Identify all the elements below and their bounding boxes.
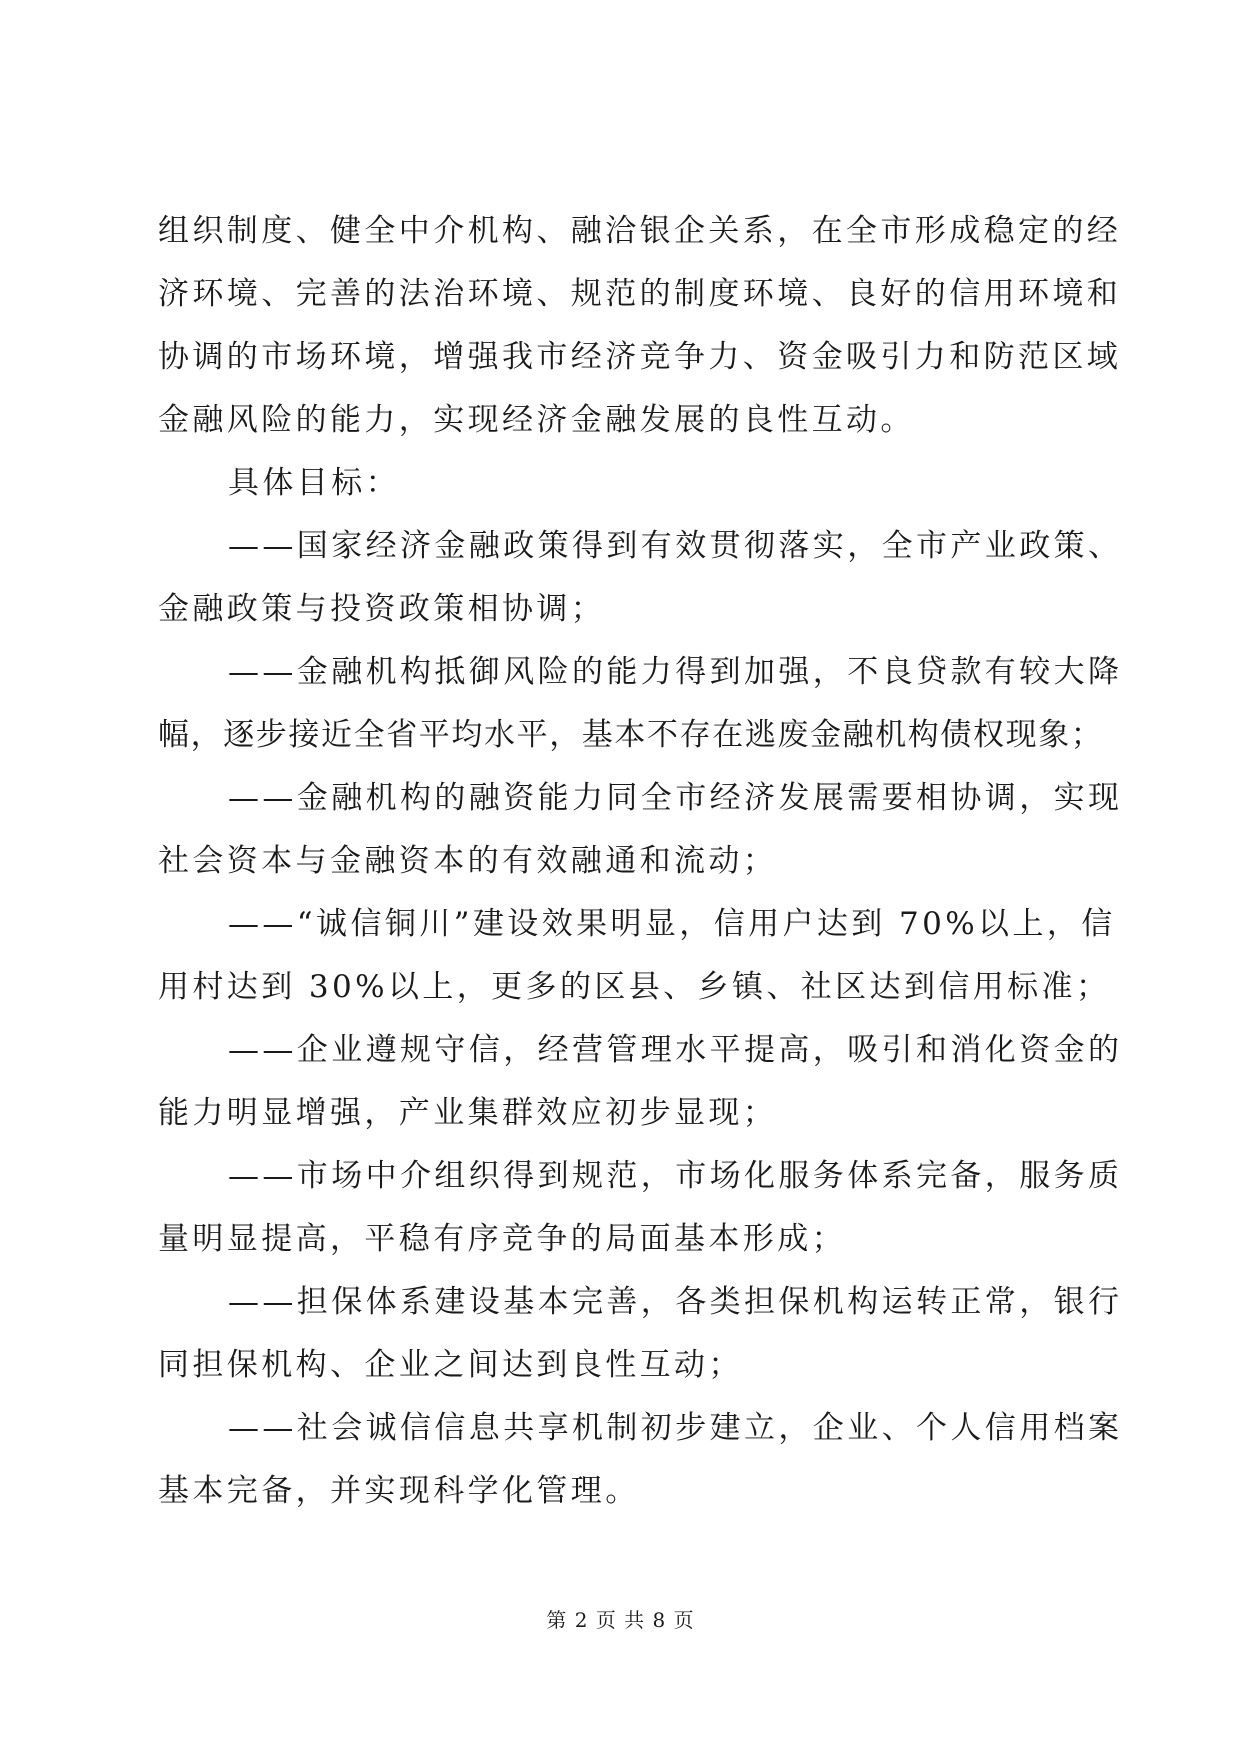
paragraph-line: 能力明显增强，产业集群效应初步显现； xyxy=(158,1095,778,1131)
paragraph-line: ——担保体系建设基本完善，各类担保机构运转正常，银行 xyxy=(228,1284,1123,1320)
document-body xyxy=(158,200,1123,1523)
paragraph-line: 用村达到 30%以上，更多的区县、乡镇、社区达到信用标准； xyxy=(158,969,1111,1005)
paragraph-line: 济环境、完善的法治环境、规范的制度环境、良好的信用环境和 xyxy=(158,276,1122,312)
paragraph-line: 协调的市场环境，增强我市经济竞争力、资金吸引力和防范区域 xyxy=(158,339,1122,375)
page-number: 第 2 页 共 8 页 xyxy=(546,1608,695,1632)
paragraph-line: 社会资本与金融资本的有效融通和流动； xyxy=(158,843,778,879)
paragraph-line: ——企业遵规守信，经营管理水平提高，吸引和消化资金的 xyxy=(228,1032,1123,1068)
paragraph-line: ——社会诚信信息共享机制初步建立，企业、个人信用档案 xyxy=(228,1410,1123,1446)
section-heading: 具体目标： xyxy=(228,465,400,501)
paragraph-line: ——金融机构抵御风险的能力得到加强，不良贷款有较大降 xyxy=(228,654,1123,690)
paragraph-line: 量明显提高，平稳有序竞争的局面基本形成； xyxy=(158,1221,846,1257)
paragraph-line: 幅，逐步接近全省平均水平，基本不存在逃废金融机构债权现象； xyxy=(158,717,1104,753)
paragraph-line: 金融政策与投资政策相协调； xyxy=(158,591,606,627)
paragraph-line: 金融风险的能力，实现经济金融发展的良性互动。 xyxy=(158,402,915,438)
paragraph-line: 组织制度、健全中介机构、融洽银企关系，在全市形成稳定的经 xyxy=(158,213,1122,249)
paragraph-line: ——“诚信铜川”建设效果明显，信用户达到 70%以上，信 xyxy=(228,906,1116,942)
paragraph-line: ——市场中介组织得到规范，市场化服务体系完备，服务质 xyxy=(228,1158,1123,1194)
paragraph-line: ——金融机构的融资能力同全市经济发展需要相协调，实现 xyxy=(228,780,1123,816)
paragraph-line: ——国家经济金融政策得到有效贯彻落实，全市产业政策、 xyxy=(228,528,1123,564)
paragraph-line: 同担保机构、企业之间达到良性互动； xyxy=(158,1347,743,1383)
paragraph-line: 基本完备，并实现科学化管理。 xyxy=(158,1473,640,1509)
